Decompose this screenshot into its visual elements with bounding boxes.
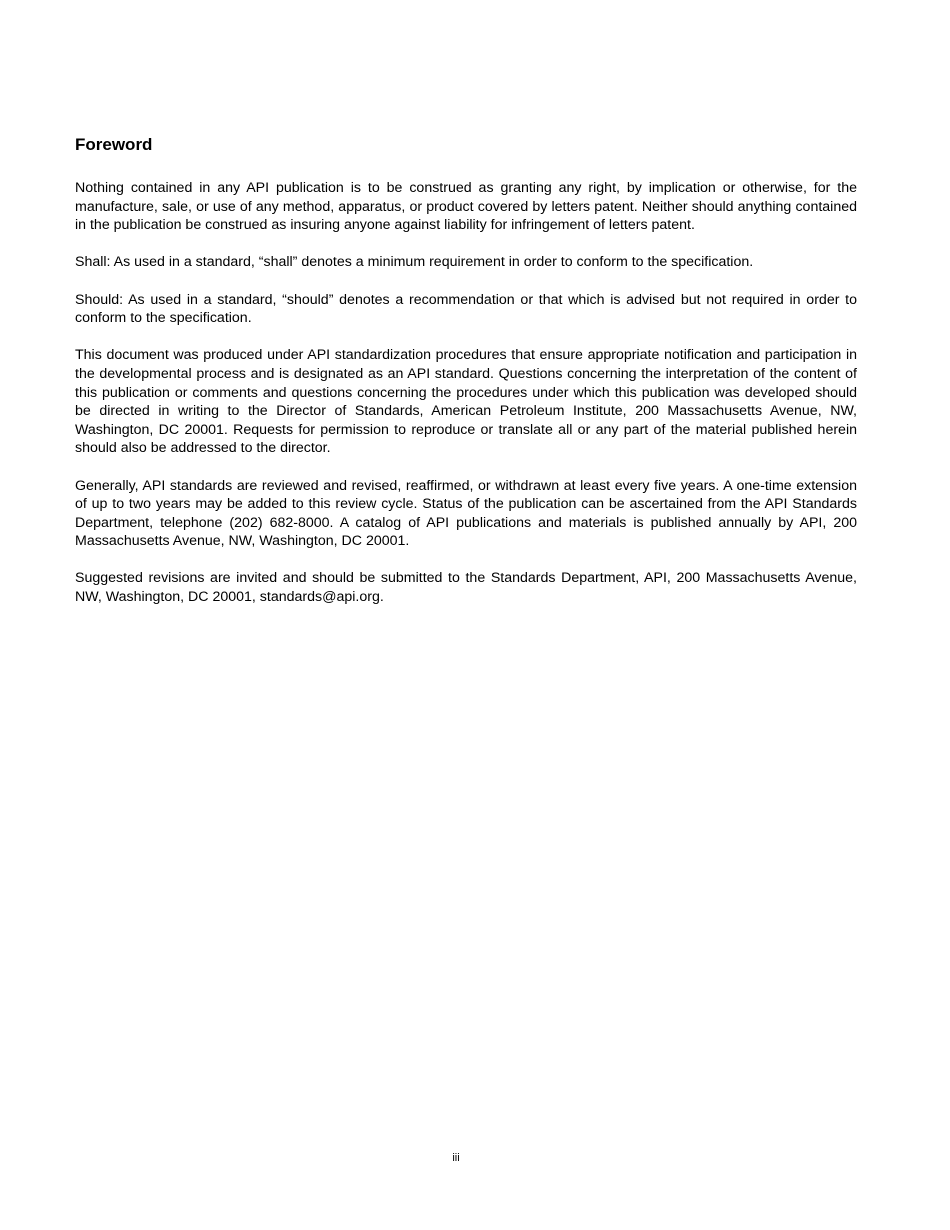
page-number: iii — [452, 1152, 460, 1164]
paragraph-should-definition: Should: As used in a standard, “should” denotes a recommendation or that which is advised but not required in order to conform to the specification. — [75, 291, 857, 327]
paragraph-standardization-procedures: This document was produced under API standardization procedures that ensure appropriate notification and participation in the developmental process and is designated as an API standard. Questions concerning the interpretation of the content of this publication or comments and questions concerning the procedures under which this publication was developed should be directed in writing to the Director of Standards, American Petroleum Institute, 200 Massachusetts Avenue, NW, Washington, DC 20001. Requests for permission to reproduce or translate all or any part of the material published herein should also be addressed to the director. — [75, 347, 857, 457]
document-page — [75, 133, 857, 625]
paragraph-patent-disclaimer: Nothing contained in any API publication is to be construed as granting any right, by implication or otherwise, for the manufacture, sale, or use of any method, apparatus, or product covered by letters patent. Neither should anything contained in the publication be construed as insuring anyone against liability for infringement of letters patent. — [75, 180, 857, 234]
page-title: Foreword — [75, 135, 153, 154]
paragraph-review-cycle: Generally, API standards are reviewed and revised, reaffirmed, or withdrawn at least every five years. A one-time extension of up to two years may be added to this review cycle. Status of the publication can be ascertained from the API Standards Department, telephone (202) 682-8000. A catalog of API publications and materials is published annually by API, 200 Massachusetts Avenue, NW, Washington, DC 20001. — [75, 477, 857, 550]
paragraph-shall-definition: Shall: As used in a standard, “shall” denotes a minimum requirement in order to conform to the specification. — [75, 254, 754, 271]
paragraph-suggested-revisions: Suggested revisions are invited and should be submitted to the Standards Department, API, 200 Massachusetts Avenue, NW, Washington, DC 20001, standards@api.org. — [75, 570, 857, 606]
